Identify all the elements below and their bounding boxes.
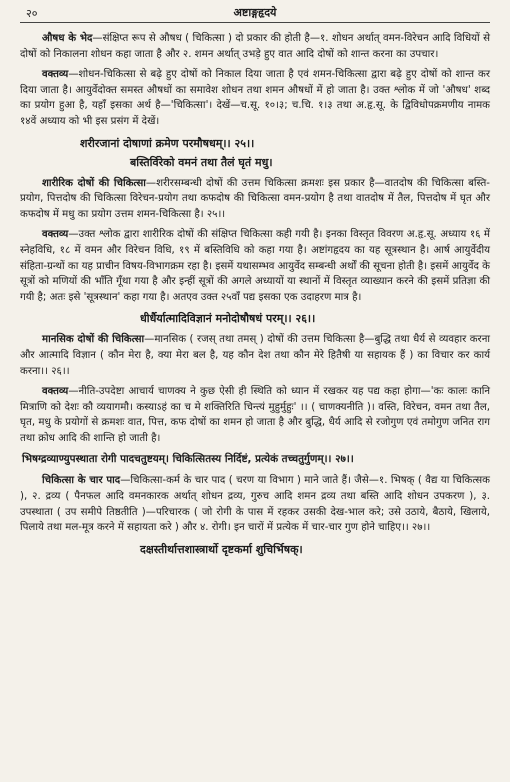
paragraph-vaktavya-1 <box>20 67 490 129</box>
paragraph-text: —नीति-उपदेष्टा आचार्य चाणक्य ने कुछ ऐसी ही स्थिति को ध्यान में रखकर यह पद्य कहा होगा—'कः कालः कानि मित्राणि को देशः कौ व्ययागमौ। कस्याऽहं का च मे शक्तिरिति चिन्त्यं मुहुर्मुहुः' ।। ( चाणक्यनीति )। वस्ति, विरेचन, वमन तथा तैल, घृत, मधु के प्रयोगों से क्रमशः वात, पित्त, कफ दोषों का शमन हो जाता है और बुद्धि, धैर्य आदि से रजोगुण एवं तमोगुण जनित राग तथा क्रोध आदि की शान्ति हो जाती है। <box>20 386 490 444</box>
header-rule <box>20 22 490 23</box>
paragraph-text: —शरीरसम्बन्धी दोषों की उत्तम चिकित्सा क्रमशः इस प्रकार है—वातदोष की चिकित्सा बस्ति-प्रयोग, पित्तदोष की चिकित्सा विरेचन-प्रयोग तथा कफदोष की चिकित्सा वमन-प्रयोग है तथा वातदोष में तैल, पित्तदोष में घृत और कफदोष में मधु का प्रयोग उत्तम शमन-चिकित्सा है। २५।। <box>20 177 490 220</box>
paragraph-text: —चिकित्सा-कर्म के चार पाद ( चरण या विभाग ) माने जाते हैं। जैसे—१. भिषक् ( वैद्य या चिकित्सक ), २. द्रव्य ( पैनफल आदि वमनकारक अर्थात् शोधन द्रव्य, गुरुच आदि शमन द्रव्य तथा बस्ति आदि शोधन उपकरण ), ३. उपस्थाता ( उप समीपे तिष्ठतीति )—परिचारक ( जो रोगी के पास में रहकर उसकी देख-भाल करे; उसे उठाये, बैठाये, खिलाये, पिलाये तथा मल-मूत्र करने में सहायता करे ) और ४. रोगी। इन चारों में प्रत्येक में चार-चार गुण होने चाहिए।। २७।। <box>20 475 490 534</box>
paragraph-aushadh-bhed <box>20 31 490 62</box>
paragraph-vaktavya-3 <box>20 384 490 446</box>
paragraph-vaktavya-2 <box>20 227 490 305</box>
paragraph-heading: वक्तव्य <box>42 229 69 241</box>
verse-27: भिषग्द्रव्याण्युपस्थाता रोगी पादचतुष्टयम्। चिकित्सितस्य निर्दिष्टं, प्रत्येकं तच्चतुर्गुणम्।। २७।। <box>22 453 354 466</box>
paragraph-text: —शोधन-चिकित्सा से बढ़े हुए दोषों को निकाल दिया जाता है एवं शमन-चिकित्सा द्वारा बढ़े हुए दोषों को शान्त कर दिया जाता है। आयुर्वेदोक्त समस्त औषधों का समावेश शोधन तथा शमन औषधों में हो जाता है। उक्त श्लोक में जो 'औषध' शब्द का प्रयोग हुआ है, यहाँ इसका अर्थ है—'चिकित्सा'। देखें—च.सू. १०।३; च.चि. १।३ तथा अ.हृ.सू. के द्विविधोपक्रमणीय नामक १४वें अध्याय को भी इस प्रसंग में देखें। <box>20 69 490 127</box>
page-header <box>20 4 490 20</box>
running-title: अष्टाङ्गहृदये <box>233 6 277 19</box>
verse-25-line-1: शरीरजानां दोषाणां क्रमेण परमौषधम्।। २५।। <box>80 136 255 150</box>
paragraph-heading: वक्तव्य <box>42 386 69 398</box>
paragraph-chikitsa-char-pad <box>20 473 490 535</box>
paragraph-sharirik-chikitsa <box>20 176 490 223</box>
paragraph-heading: मानसिक दोषों की चिकित्सा <box>42 334 145 346</box>
paragraph-heading: शारीरिक दोषों की चिकित्सा <box>42 177 146 189</box>
paragraph-text: —मानसिक ( रजस् तथा तमस् ) दोषों की उत्तम चिकित्सा है—बुद्धि तथा धैर्य से व्यवहार करना और आत्मादि विज्ञान ( कौन मेरा है, क्या मेरा बल है, यह कौन देश तथा कौन मेरे हितैषी या सहायक हैं ) का विचार कर कार्य करना।। २६।। <box>20 334 491 377</box>
verse-26: धीर्धैर्यात्मादिविज्ञानं मनोदोषौषधं परम्।। २६।। <box>140 312 316 326</box>
paragraph-mansik-chikitsa <box>20 332 490 379</box>
paragraph-heading: वक्तव्य <box>42 69 69 81</box>
paragraph-heading: औषध के भेद <box>42 33 93 44</box>
verse-25-line-2: बस्तिर्विरेको वमनं तथा तैलं घृतं मधु। <box>130 155 273 169</box>
paragraph-text: —उक्त श्लोक द्वारा शारीरिक दोषों की संक्षिप्त चिकित्सा कही गयी है। इनका विस्तृत विवरण अ.हृ.सू. अध्याय १६ में स्नेहविधि, १८ में वमन और विरेचन विधि, १९ में बस्तिविधि को कहा गया है। अष्टांगहृदय का यह सूत्रस्थान है। आर्ष आयुर्वेदीय संहिता-ग्रन्थों का यह प्राचीन विषय-विभागक्रम रहा है। इसमें यथासम्भव आयुर्वेद सम्बन्धी अर्थों की सूचना होती है। इसमें आयुर्वेद के सूत्रों को मणियों की भाँति गूँथा गया है और इन्हीं सूत्रों की अगले अध्यायों या स्थानों में विस्तृत व्याख्यान करने की इसमें प्रतिज्ञा की गयी है; अतः इसे 'सूत्रस्थान' कहा गया है। अतएव उक्त २५वाँ पद्य इसका एक उदाहरण मात्र है। <box>20 229 490 303</box>
verse-28-line-1: दक्षस्तीर्थात्तशास्त्रार्थो दृष्टकर्मा शुचिर्भिषक्। <box>140 542 303 556</box>
paragraph-heading: चिकित्सा के चार पाद <box>42 475 121 487</box>
page-number: २० <box>26 7 38 20</box>
paragraph-text: —संक्षिप्त रूप से औषध ( चिकित्सा ) दो प्रकार की होती है—१. शोधन अर्थात् वमन-विरेचन आदि विधियों से दोषों को निकालना शोधन कहा जाता है और २. शमन अर्थात् उभड़े हुए वात आदि दोषों को शान्त करना का उपचार। <box>20 33 490 60</box>
